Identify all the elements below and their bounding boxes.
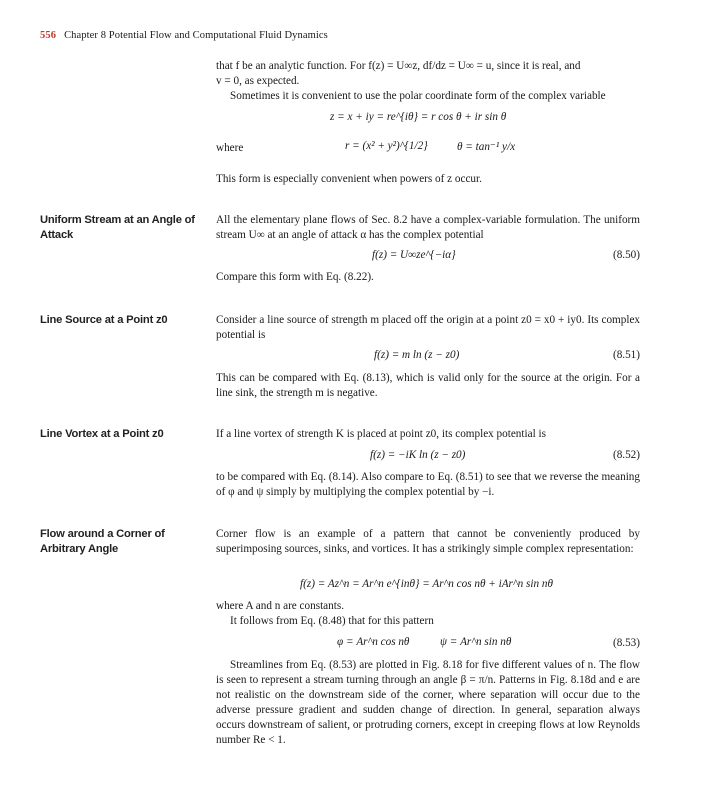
section-heading-line-source: Line Source at a Point z0	[40, 314, 168, 326]
intro-line-3: Sometimes it is convenient to use the polar coordinate form of the complex variable	[230, 90, 606, 102]
intro-closing: This form is especially convenient when powers of z occur.	[216, 173, 482, 185]
where-label: where	[216, 142, 244, 154]
intro-paragraph	[216, 59, 640, 104]
equation-8-50: f(z) = U∞ze^{−iα}	[372, 249, 456, 261]
intro-line-2: v = 0, as expected.	[216, 75, 300, 87]
section-heading-line-vortex: Line Vortex at a Point z0	[40, 428, 164, 440]
uniform-stream-text: All the elementary plane flows of Sec. 8.2 have a complex-variable formulation. The uniform stream U∞ at an angle of attack α has the complex potential	[216, 214, 640, 241]
chapter-title: Chapter 8 Potential Flow and Computational Fluid Dynamics	[64, 30, 328, 41]
uniform-stream-compare: Compare this form with Eq. (8.22).	[216, 271, 374, 283]
corner-flow-text: Corner flow is an example of a pattern that cannot be conveniently produced by superimposing sources, sinks, and vortices. It has a strikingly simple complex representation:	[216, 528, 640, 555]
equation-theta: θ = tan⁻¹ y/x	[457, 141, 516, 153]
line-source-followup: This can be compared with Eq. (8.13), which is valid only for the source at the origin. For a line sink, the strength m is negative.	[216, 372, 640, 399]
equation-8-51: f(z) = m ln (z − z0)	[374, 349, 460, 361]
line-vortex-followup: to be compared with Eq. (8.14). Also compare to Eq. (8.51) to see that we reverse the meaning of φ and ψ simply by multiplying the complex potential by −i.	[216, 471, 640, 498]
equation-r: r = (x² + y²)^{1/2}	[345, 140, 428, 152]
equation-corner-potential: f(z) = Az^n = Ar^n e^{inθ} = Ar^n cos nθ + iAr^n sin nθ	[300, 578, 553, 590]
equation-number-8-52: (8.52)	[612, 449, 640, 461]
corner-follows: It follows from Eq. (8.48) that for this pattern	[230, 615, 434, 627]
corner-constants: where A and n are constants.	[216, 600, 344, 612]
line-source-text: Consider a line source of strength m placed off the origin at a point z0 = x0 + iy0. Its complex potential is	[216, 314, 640, 341]
corner-streamlines-paragraph: Streamlines from Eq. (8.53) are plotted in Fig. 8.18 for five different values of n. The flow is seen to represent a stream turning through an angle β = π/n. Patterns in Fig. 8.18d and e are not realistic on the downstream side of the corner, where separation will occur due to the adverse pressure gradient and sudden change of direction. In general, separation always occurs downstream of salient, or protruding corners, except in creeping flows at low Reynolds number Re < 1.	[216, 659, 640, 746]
line-vortex-text: If a line vortex of strength K is placed at point z0, its complex potential is	[216, 428, 546, 440]
section-heading-uniform-stream: Uniform Stream at an Angle of Attack	[40, 214, 195, 241]
page-number: 556	[40, 30, 57, 41]
equation-number-8-53: (8.53)	[612, 637, 640, 649]
equation-8-52: f(z) = −iK ln (z − z0)	[370, 449, 466, 461]
equation-phi: φ = Ar^n cos nθ	[337, 636, 410, 648]
section-heading-corner-flow: Flow around a Corner of Arbitrary Angle	[40, 528, 165, 555]
equation-number-8-50: (8.50)	[612, 249, 640, 261]
equation-polar-form: z = x + iy = re^{iθ} = r cos θ + ir sin θ	[330, 111, 507, 123]
running-header	[40, 30, 328, 41]
equation-number-8-51: (8.51)	[612, 349, 640, 361]
intro-line-1: that f be an analytic function. For f(z) = U∞z, df/dz = U∞ = u, since it is real, and	[216, 60, 581, 72]
equation-psi: ψ = Ar^n sin nθ	[440, 636, 512, 648]
